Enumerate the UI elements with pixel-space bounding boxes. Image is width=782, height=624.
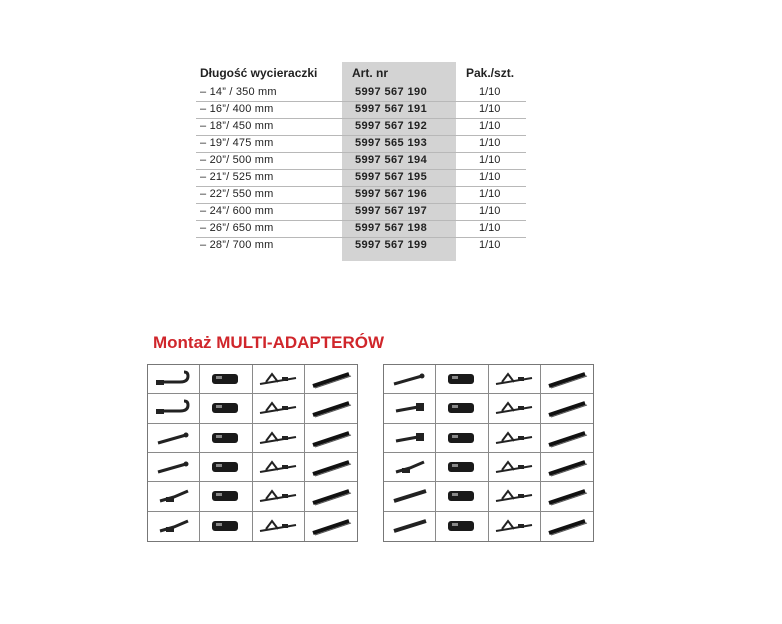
adapter-clip-icon <box>204 456 248 478</box>
adapter-cell <box>436 394 488 423</box>
adapter-cell <box>253 365 305 394</box>
adapter-cell <box>253 424 305 453</box>
table-row <box>196 118 526 136</box>
wiper-blade-icon <box>309 456 353 478</box>
adapter-cell <box>253 394 305 423</box>
pack-cell: 1/10 <box>479 137 501 149</box>
article-cell: 5997 567 191 <box>355 103 428 115</box>
adapter-clip-icon <box>440 427 484 449</box>
header-pack: Pak./szt. <box>466 66 515 80</box>
adapter-clip-icon <box>204 515 248 537</box>
length-cell: – 26”/ 650 mm <box>200 222 274 234</box>
wiper-arm-icon <box>492 485 536 507</box>
adapter-cell <box>384 424 436 453</box>
article-cell: 5997 567 197 <box>355 205 428 217</box>
adapter-cell <box>436 453 488 482</box>
article-cell: 5997 567 190 <box>355 86 428 98</box>
length-cell: – 14” / 350 mm <box>200 86 277 98</box>
wiper-arm-icon <box>256 456 300 478</box>
header-length: Długość wycieraczki <box>200 66 318 80</box>
adapter-cell <box>384 482 436 511</box>
adapter-cell <box>305 424 357 453</box>
pin-arm-icon <box>388 368 432 390</box>
adapter-cell <box>436 424 488 453</box>
bayonet-arm-icon <box>388 427 432 449</box>
length-cell: – 24”/ 600 mm <box>200 205 274 217</box>
adapter-clip-icon <box>204 368 248 390</box>
adapter-cell <box>541 365 593 394</box>
adapter-cell <box>489 512 541 541</box>
adapter-clip-icon <box>204 427 248 449</box>
wiper-arm-icon <box>492 456 536 478</box>
article-cell: 5997 565 193 <box>355 137 428 149</box>
adapter-clip-icon <box>204 397 248 419</box>
length-cell: – 20”/ 500 mm <box>200 154 274 166</box>
adapter-cell <box>305 394 357 423</box>
pack-cell: 1/10 <box>479 171 501 183</box>
wiper-blade-icon <box>309 397 353 419</box>
pack-cell: 1/10 <box>479 222 501 234</box>
wiper-blade-icon <box>545 368 589 390</box>
wiper-arm-icon <box>256 515 300 537</box>
adapter-cell <box>148 482 200 511</box>
wiper-arm-icon <box>256 368 300 390</box>
hook-arm-icon <box>152 368 196 390</box>
wiper-arm-icon <box>492 515 536 537</box>
article-cell: 5997 567 195 <box>355 171 428 183</box>
wiper-blade-icon <box>309 485 353 507</box>
wiper-blade-icon <box>545 397 589 419</box>
wiper-blade-icon <box>545 515 589 537</box>
adapter-cell <box>384 453 436 482</box>
adapter-cell <box>253 512 305 541</box>
adapter-cell <box>489 394 541 423</box>
adapter-cell <box>384 365 436 394</box>
adapter-cell <box>384 394 436 423</box>
adapter-clip-icon <box>440 397 484 419</box>
adapter-grid-right <box>383 364 594 542</box>
pack-cell: 1/10 <box>479 154 501 166</box>
wiper-arm-icon <box>492 397 536 419</box>
wiper-arm-icon <box>256 427 300 449</box>
pack-cell: 1/10 <box>479 103 501 115</box>
article-cell: 5997 567 196 <box>355 188 428 200</box>
adapter-cell <box>541 512 593 541</box>
side-lock-arm-icon <box>388 456 432 478</box>
adapter-cell <box>148 453 200 482</box>
adapter-cell <box>253 482 305 511</box>
bayonet-arm-icon <box>388 397 432 419</box>
adapter-clip-icon <box>440 368 484 390</box>
length-cell: – 18”/ 450 mm <box>200 120 274 132</box>
table-row <box>196 135 526 153</box>
adapter-cell <box>305 482 357 511</box>
adapter-cell <box>200 424 252 453</box>
adapter-cell <box>384 512 436 541</box>
adapter-cell <box>305 365 357 394</box>
adapter-grid-left <box>147 364 358 542</box>
adapter-cell <box>148 394 200 423</box>
pin-arm-icon <box>152 427 196 449</box>
length-cell: – 28”/ 700 mm <box>200 239 274 251</box>
adapter-cell <box>489 365 541 394</box>
section-title: Montaż MULTI-ADAPTERÓW <box>153 333 385 352</box>
wiper-blade-icon <box>309 427 353 449</box>
table-row <box>196 152 526 170</box>
adapter-cell <box>541 394 593 423</box>
wiper-blade-icon <box>309 515 353 537</box>
table-row <box>196 220 526 238</box>
adapter-cell <box>541 453 593 482</box>
length-cell: – 21”/ 525 mm <box>200 171 274 183</box>
adapter-cell <box>436 512 488 541</box>
pack-cell: 1/10 <box>479 205 501 217</box>
adapter-cell <box>200 365 252 394</box>
adapter-clip-icon <box>440 515 484 537</box>
adapter-cell <box>436 365 488 394</box>
table-row <box>196 101 526 119</box>
adapter-cell <box>489 453 541 482</box>
article-cell: 5997 567 194 <box>355 154 428 166</box>
adapter-cell <box>436 482 488 511</box>
table-row <box>196 186 526 204</box>
adapter-cell <box>253 453 305 482</box>
hook-arm-icon <box>152 397 196 419</box>
adapter-cell <box>541 424 593 453</box>
adapter-cell <box>148 365 200 394</box>
pack-cell: 1/10 <box>479 188 501 200</box>
wiper-arm-icon <box>256 397 300 419</box>
wiper-arm-icon <box>256 485 300 507</box>
adapter-cell <box>489 482 541 511</box>
adapter-cell <box>200 512 252 541</box>
pack-cell: 1/10 <box>479 239 501 251</box>
straight-arm-icon <box>388 515 432 537</box>
wiper-blade-icon <box>309 368 353 390</box>
wiper-arm-icon <box>492 368 536 390</box>
pin-arm-icon <box>152 456 196 478</box>
adapter-clip-icon <box>440 485 484 507</box>
wiper-blade-icon <box>545 456 589 478</box>
side-lock-arm-icon <box>152 485 196 507</box>
adapter-cell <box>305 512 357 541</box>
adapter-cell <box>541 482 593 511</box>
article-cell: 5997 567 198 <box>355 222 428 234</box>
adapter-clip-icon <box>440 456 484 478</box>
adapter-cell <box>200 453 252 482</box>
adapter-cell <box>305 453 357 482</box>
adapter-clip-icon <box>204 485 248 507</box>
wiper-blade-icon <box>545 427 589 449</box>
side-lock-arm-icon <box>152 515 196 537</box>
straight-arm-icon <box>388 485 432 507</box>
length-cell: – 16”/ 400 mm <box>200 103 274 115</box>
adapter-cell <box>148 512 200 541</box>
table-row <box>196 237 526 254</box>
header-article: Art. nr <box>352 66 388 80</box>
wiper-arm-icon <box>492 427 536 449</box>
length-cell: – 19”/ 475 mm <box>200 137 274 149</box>
pack-cell: 1/10 <box>479 86 501 98</box>
length-cell: – 22”/ 550 mm <box>200 188 274 200</box>
adapter-cell <box>200 482 252 511</box>
adapter-cell <box>200 394 252 423</box>
adapter-cell <box>148 424 200 453</box>
table-row <box>196 203 526 221</box>
article-cell: 5997 567 192 <box>355 120 428 132</box>
adapter-cell <box>489 424 541 453</box>
pack-cell: 1/10 <box>479 120 501 132</box>
table-row <box>196 84 526 102</box>
table-row <box>196 169 526 187</box>
article-cell: 5997 567 199 <box>355 239 428 251</box>
wiper-blade-icon <box>545 485 589 507</box>
